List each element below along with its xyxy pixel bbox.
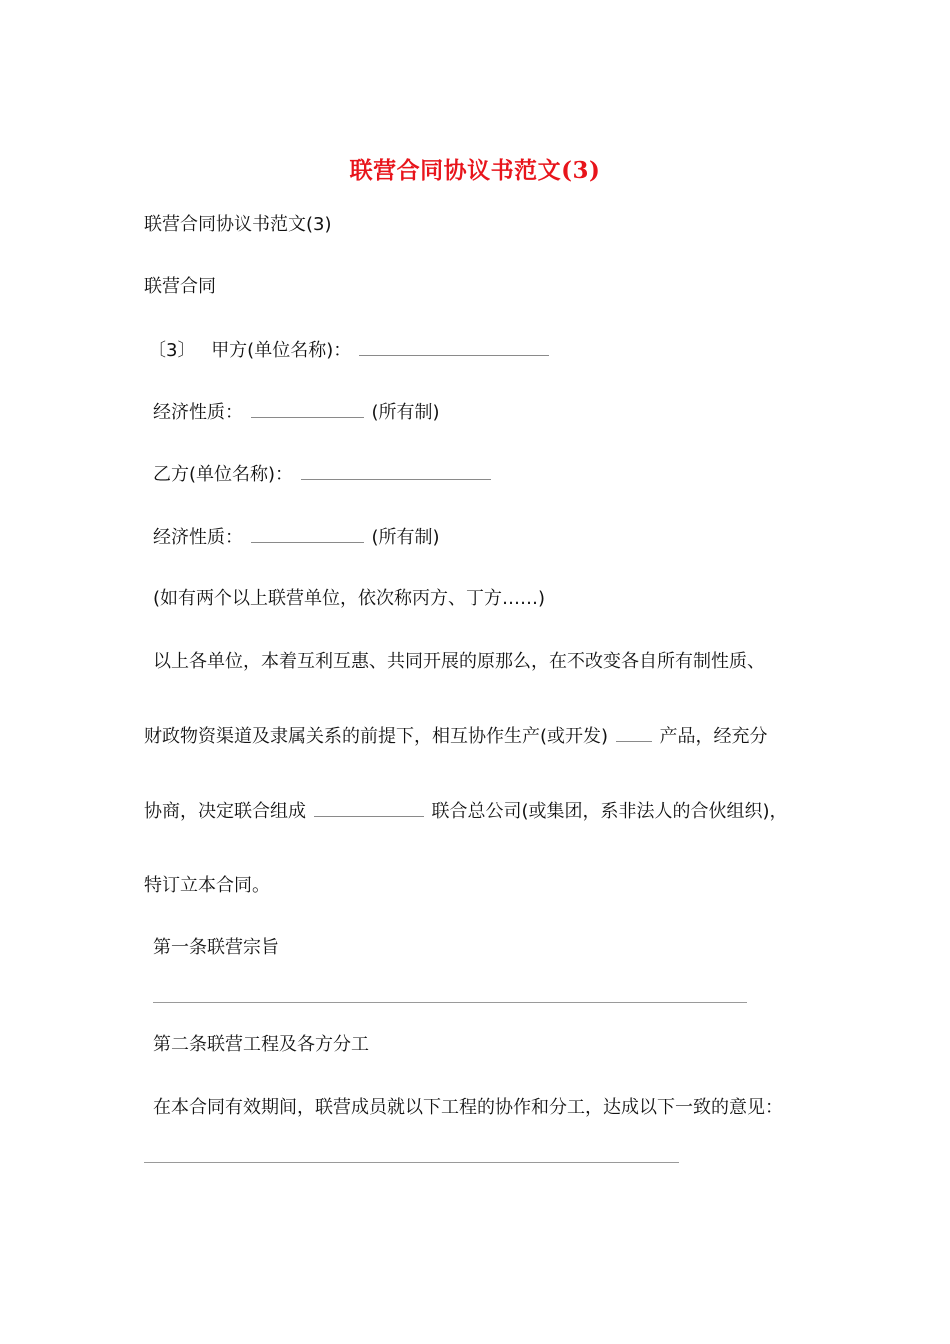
preamble-line-3 <box>144 798 788 825</box>
party-a-nature-suffix: (所有制) <box>371 402 440 423</box>
article-2-text: 在本合同有效期间，联营成员就以下工程的协作和分工，达成以下一致的意见： <box>153 1097 783 1118</box>
party-a-nature-line <box>153 399 440 426</box>
document-title: 联营合同协议书范文(3) <box>349 157 601 184</box>
article-2-title: 第二条联营工程及各方分工 <box>153 1034 369 1055</box>
article-1-title: 第一条联营宗旨 <box>153 937 279 958</box>
preamble-line-2-b: 产品，经充分 <box>659 726 768 747</box>
party-a-prefix: 〔3〕 <box>148 340 196 361</box>
party-b-label: 乙方(单位名称)： <box>153 464 294 485</box>
article-1-fill-line[interactable] <box>153 1002 747 1003</box>
party-b-nature-label: 经济性质： <box>153 527 243 548</box>
contract-heading: 联营合同 <box>144 276 216 297</box>
party-a-line <box>148 337 551 364</box>
preamble-line-3-a: 协商，决定联合组成 <box>144 801 306 822</box>
preamble-line-2-a: 财政物资渠道及隶属关系的前提下，相互协作生产(或开发) <box>144 726 609 747</box>
party-b-line <box>153 461 493 488</box>
article-2-fill-line[interactable] <box>144 1162 679 1163</box>
preamble-line-1: 以上各单位，本着互利互惠、共同开展的原那么，在不改变各自所有制性质、 <box>153 651 765 672</box>
party-a-nature-label: 经济性质： <box>153 402 243 423</box>
party-a-nature-blank[interactable] <box>251 399 364 418</box>
party-b-nature-blank[interactable] <box>251 524 364 543</box>
party-b-nature-line <box>153 524 440 551</box>
party-a-name-blank[interactable] <box>359 337 549 356</box>
party-b-name-blank[interactable] <box>301 461 491 480</box>
document-subtitle: 联营合同协议书范文(3) <box>144 214 332 235</box>
preamble-line-4: 特订立本合同。 <box>144 875 270 896</box>
product-blank[interactable] <box>616 723 652 742</box>
parties-note: (如有两个以上联营单位，依次称丙方、丁方……) <box>153 588 546 609</box>
preamble-line-3-b: 联合总公司(或集团，系非法人的合伙组织)， <box>431 801 788 822</box>
party-b-nature-suffix: (所有制) <box>371 527 440 548</box>
party-a-label: 甲方(单位名称)： <box>211 340 352 361</box>
company-name-blank[interactable] <box>314 798 424 817</box>
preamble-line-2 <box>144 723 768 750</box>
